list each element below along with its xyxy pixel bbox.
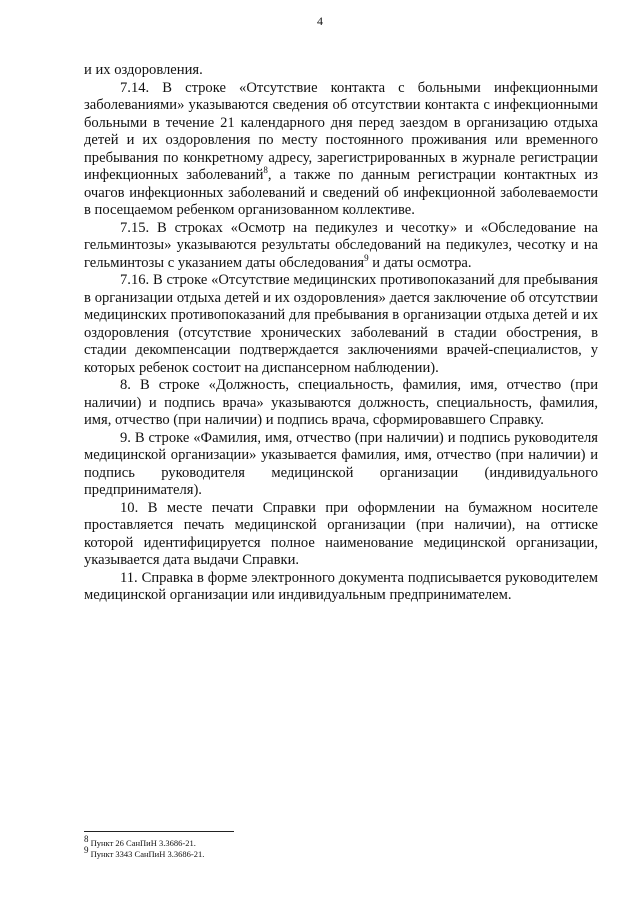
paragraph-7-15-tail: и даты осмотра. bbox=[368, 254, 472, 271]
paragraph-7-16: 7.16. В строке «Отсутствие медицинских противопоказаний для пребывания в организации отдыха детей и их оздоровления» дается заключение об отсутствии медицинских противопоказаний для пребывания в организации отдыха детей и их оздоровления (отсутствие хронических заболеваний в стадии обострения, в стадии декомпенсации подтверждается заключениями врачей-специалистов, у которых ребенок состоит на диспансерном наблюдении). bbox=[84, 272, 598, 376]
footnotes bbox=[84, 834, 484, 860]
paragraph-11: 11. Справка в форме электронного документа подписывается руководителем медицинской организации или индивидуальным предпринимателем. bbox=[84, 569, 598, 603]
footnote-ref-9[interactable]: 9 bbox=[364, 252, 369, 263]
paragraph-7-14-text: 7.14. В строке «Отсутствие контакта с больными инфекционными заболеваниями» указываются сведения об отсутствии контакта с инфекционными больными в течение 21 календарного дня перед заездом в организацию отдыха детей и их оздоровления по месту постоянного проживания или временного пребывания по конкретному адресу, зарегистрированных в журнале регистрации инфекционных заболеваний bbox=[84, 79, 598, 183]
paragraph-7-14-tail: , а также по данным регистрации контактных из очагов инфекционных заболеваний и сведений об инфекционной заболеваемости в посещаемом ребенком организованном коллективе. bbox=[84, 167, 598, 218]
footnote-8 bbox=[84, 834, 484, 849]
page-number: 4 bbox=[317, 14, 323, 28]
paragraph-7-15 bbox=[84, 220, 598, 273]
footnote-mark-8: 8 bbox=[84, 834, 89, 845]
footnote-text-9: Пункт 3343 СанПиН 3.3686-21. bbox=[88, 849, 205, 859]
paragraph-8: 8. В строке «Должность, специальность, фамилия, имя, отчество (при наличии) и подпись врача» указываются должность, специальность, фамилия, имя, отчество (при наличии) и подпись врача, сформировавшего Справку. bbox=[84, 377, 598, 428]
footnote-mark-9: 9 bbox=[84, 845, 89, 856]
paragraph-7-14 bbox=[84, 80, 598, 220]
paragraph-10: 10. В месте печати Справки при оформлении на бумажном носителе проставляется печать медицинской организации (при наличии), на оттиске которой идентифицируется полное наименование медицинской организации, указывается дата выдачи Справки. bbox=[84, 499, 598, 568]
footnote-text-8: Пункт 26 СанПиН 3.3686-21. bbox=[88, 838, 196, 848]
paragraph-7-15-text: 7.15. В строках «Осмотр на педикулез и чесотку» и «Обследование на гельминтозы» указываются результаты обследований на педикулез, чесотку и на гельминтозы с указанием даты обследования bbox=[84, 219, 598, 271]
footnote-9 bbox=[84, 845, 484, 860]
footnote-divider bbox=[84, 831, 234, 832]
paragraph-9: 9. В строке «Фамилия, имя, отчество (при наличии) и подпись руководителя медицинской организации» указывается фамилия, имя, отчество (при наличии) и подпись руководителя медицинской организации (индивидуального предпринимателя). bbox=[84, 429, 598, 498]
footnote-ref-8[interactable]: 8 bbox=[263, 165, 268, 176]
document-body bbox=[84, 62, 598, 605]
paragraph-continuation: и их оздоровления. bbox=[84, 62, 203, 78]
